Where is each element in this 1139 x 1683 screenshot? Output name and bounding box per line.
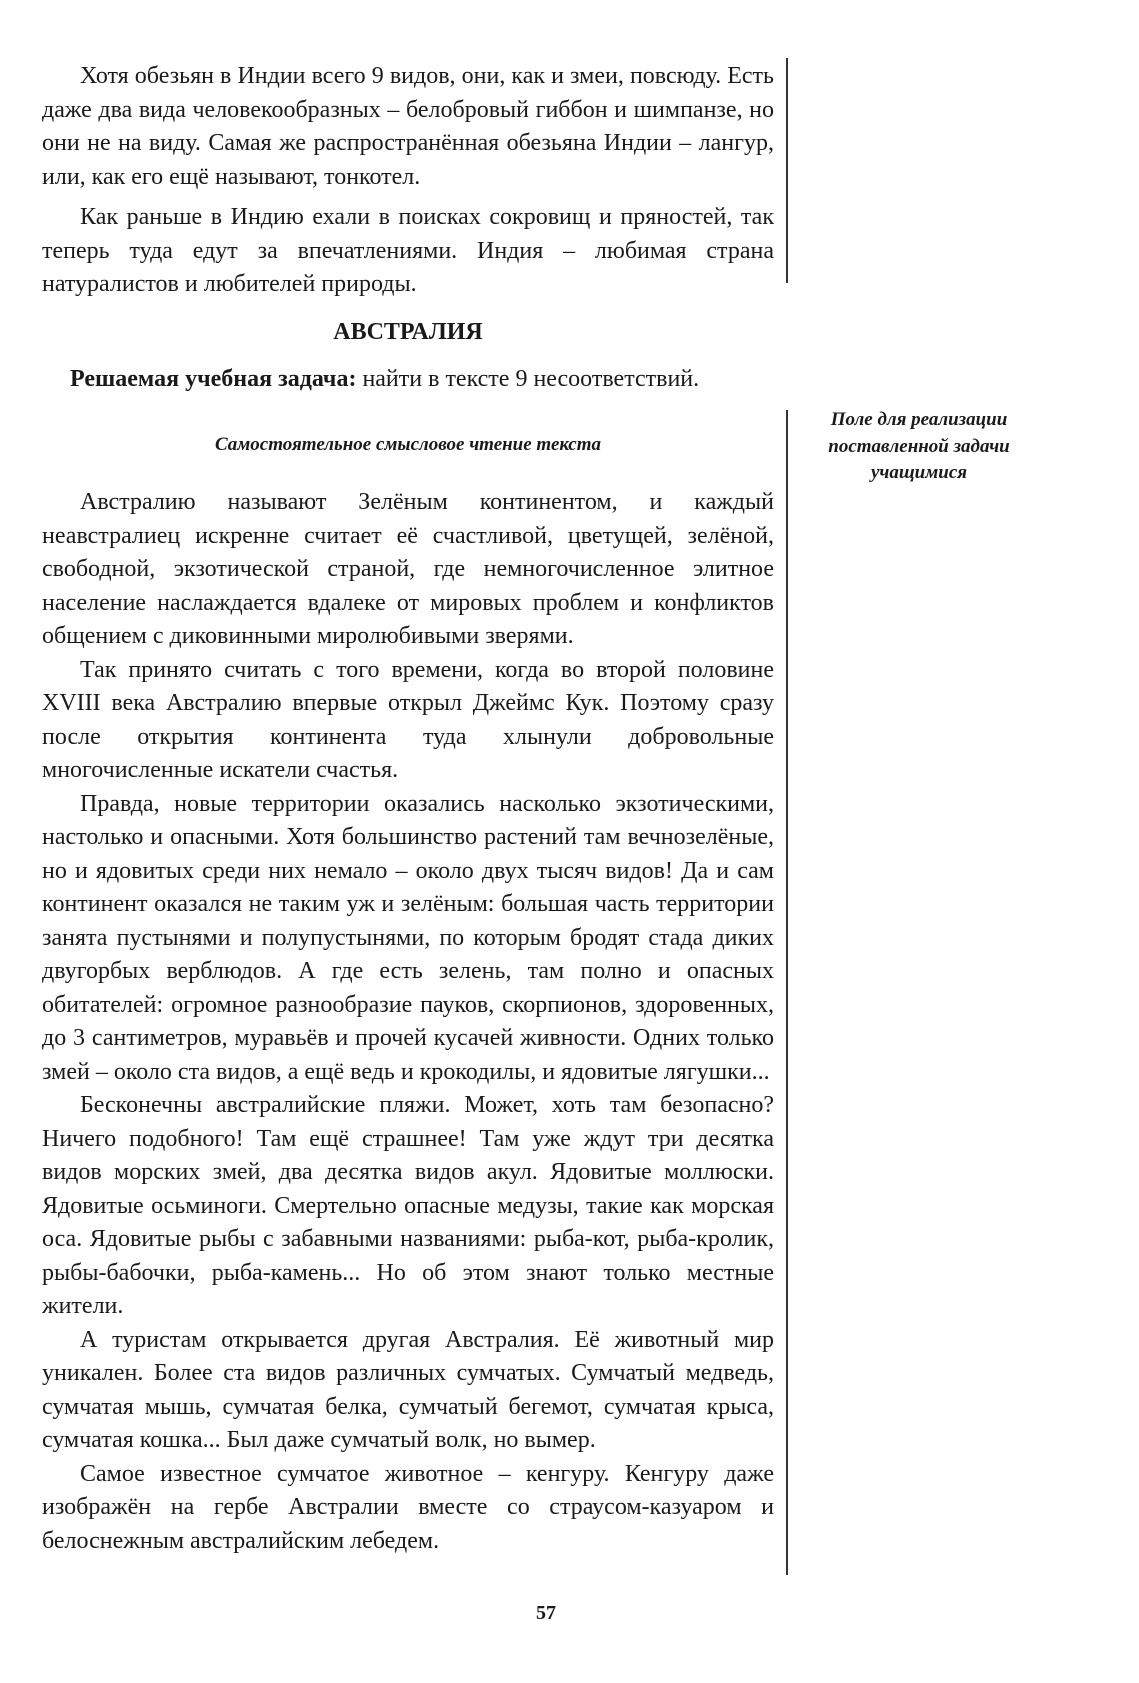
intro-paragraph: Как раньше в Индию ехали в поисках сокровищ и пряностей, так теперь туда едут за впечатлениями. Индия – любимая страна натуралистов и любителей природы. <box>42 204 774 297</box>
article-paragraph: Австралию называют Зелёным континентом, и каждый неавстралиец искренне считает её счастливой, цветущей, зелёной, свободной, экзотической страной, где немногочисленное элитное население наслаждается вдалеке от мировых проблем и конфликтов общением с диковинными миролюбивыми зверями. <box>42 489 774 649</box>
intro-text <box>42 60 774 302</box>
section-title: АВСТРАЛИЯ <box>333 319 483 345</box>
learning-task-text: найти в тексте 9 несоответствий. <box>356 366 700 392</box>
margin-rule-top <box>786 58 788 283</box>
margin-rule-main <box>786 410 788 1575</box>
intro-paragraph: Хотя обезьян в Индии всего 9 видов, они, как и змеи, повсюду. Есть даже два вида человекообразных – белобровый гиббон и шимпанзе, но они не на виду. Самая же распространённая обезьяна Индии – лангур, или, как его ещё называют, тонкотел. <box>42 63 774 190</box>
article-paragraph: Бесконечны австралийские пляжи. Может, хоть там безопасно? Ничего подобного! Там ещё страшнее! Там уже ждут три десятка видов морских змей, два десятка видов акул. Ядовитые моллюски. Ядовитые осьминоги. Смертельно опасные медузы, такие как морская оса. Ядовитые рыбы с забавными названиями: рыба-кот, рыба-кролик, рыбы-бабочки, рыба-камень... Но об этом знают только местные жители. <box>42 1092 774 1319</box>
article-paragraph: Правда, новые территории оказались насколько экзотическими, настолько и опасными. Хотя большинство растений там вечнозелёные, но и ядовитых среди них немало – около двух тысяч видов! Да и сам континент оказался не таким уж и зелёным: большая часть территории занята пустынями и полупустынями, по которым бродят стада диких двугорбых верблюдов. А где есть зелень, там полно и опасных обитателей: огромное разнообразие пауков, скорпионов, здоровенных, до 3 сантиметров, муравьёв и прочей кусачей живности. Одних только змей – около ста видов, а ещё ведь и крокодилы, и ядовитые лягушки... <box>42 790 774 1085</box>
article-paragraph: Самое известное сумчатое животное – кенгуру. Кенгуру даже изображён на гербе Австралии вместе со страусом-казуаром и белоснежным австралийским лебедем. <box>42 1460 774 1554</box>
reading-heading: Самостоятельное смысловое чтение текста <box>214 434 602 455</box>
page-number: 57 <box>536 1602 556 1624</box>
learning-task-label: Решаемая учебная задача: <box>70 366 357 392</box>
margin-note: Поле для реализации поставленной задачи учащимися <box>828 409 1010 483</box>
article-text <box>42 486 774 1558</box>
article-paragraph: Так принято считать с того времени, когда во второй половине XVIII века Австралию впервые открыл Джеймс Кук. Поэтому сразу после открытия континента туда хлынули добровольные многочисленные искатели счастья. <box>42 656 774 783</box>
learning-task <box>70 362 790 396</box>
article-paragraph: А туристам открывается другая Австралия. Её животный мир уникален. Более ста видов различных сумчатых. Сумчатый медведь, сумчатая мышь, сумчатая белка, сумчатый бегемот, сумчатая крыса, сумчатая кошка... Был даже сумчатый волк, но вымер. <box>42 1326 774 1453</box>
